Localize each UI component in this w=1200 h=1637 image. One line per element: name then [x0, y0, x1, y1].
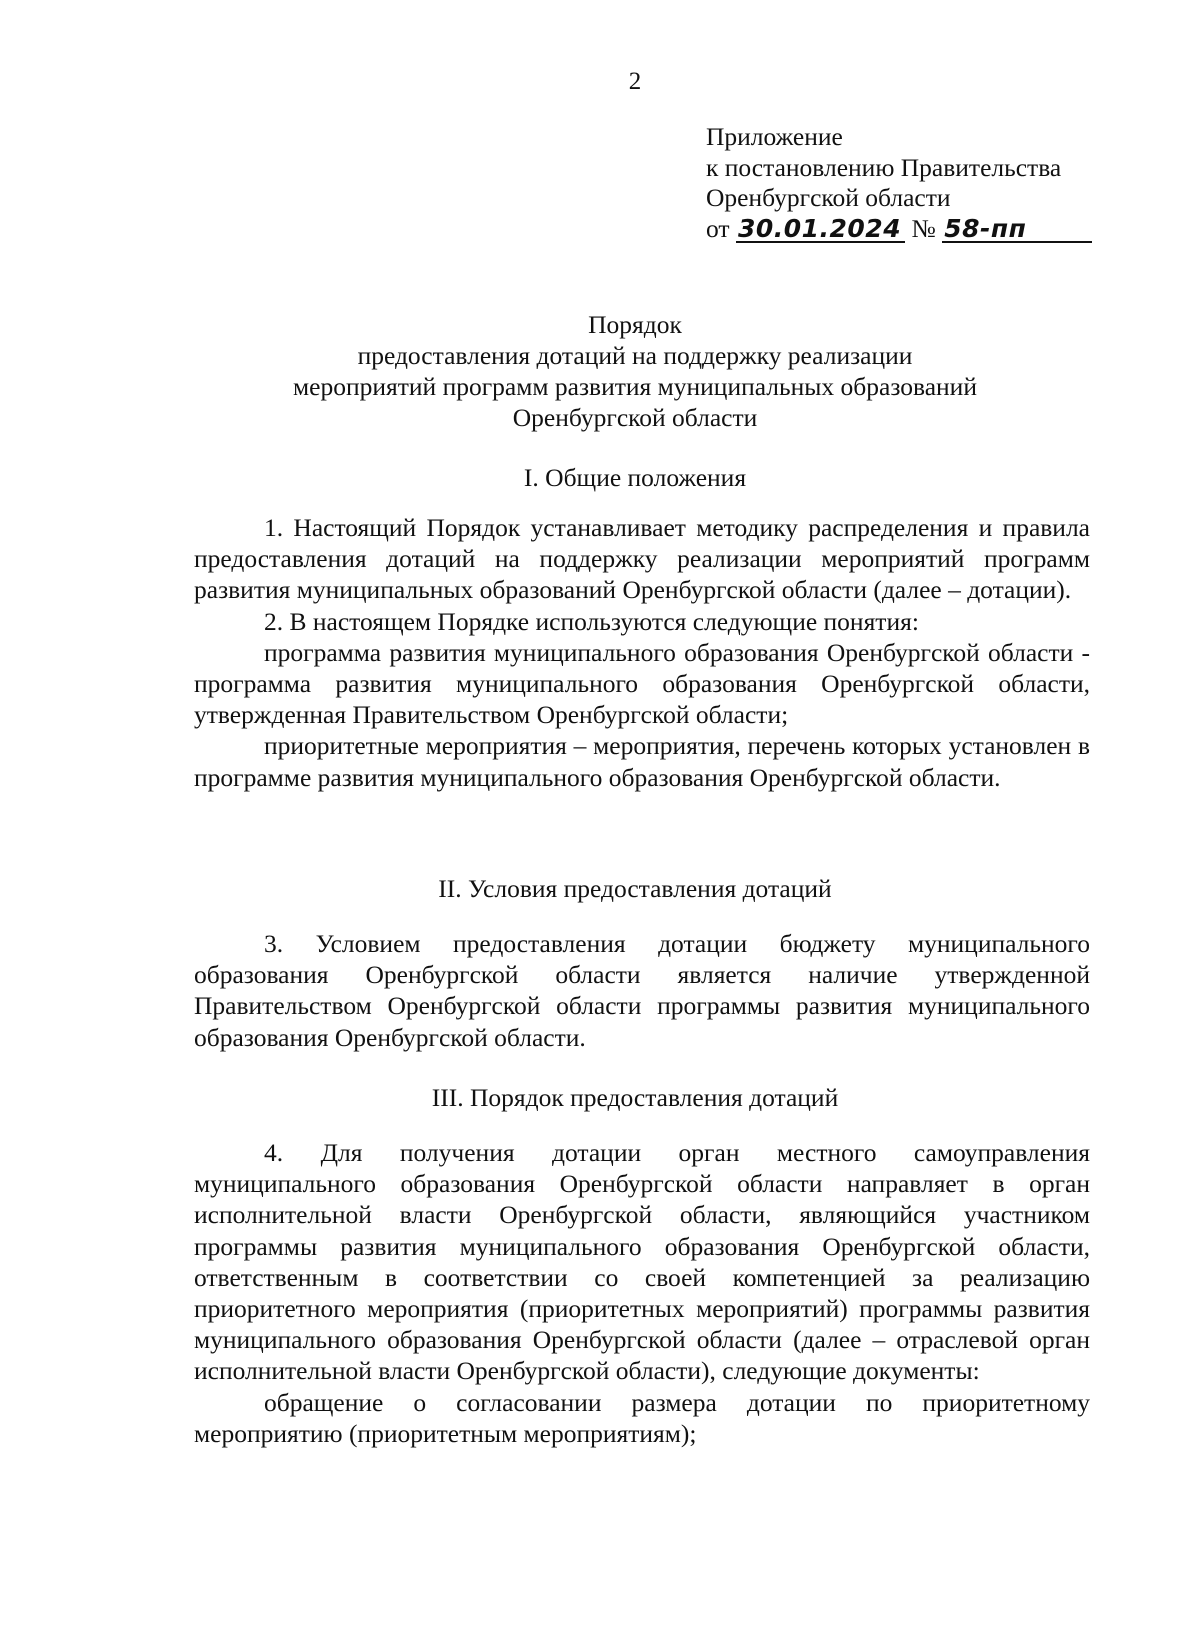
appendix-block — [706, 122, 1092, 244]
paragraph-1: 1. Настоящий Порядок устанавливает методику распределения и правила предоставления дотаций на поддержку реализации мероприятий программ развития муниципальных образований Оренбургской области (далее – дотации). — [194, 513, 1090, 605]
title-line-4: Оренбургской области — [512, 403, 758, 432]
section-2-heading: II. Условия предоставления дотаций — [438, 874, 832, 903]
paragraph-definition-1: программа развития муниципального образования Оренбургской области - программа развития муниципального образования Оренбургской области, утвержденная Правительством Оренбургской области; — [194, 637, 1090, 730]
document-title — [0, 309, 1200, 433]
title-line-3: мероприятий программ развития муниципальных образований — [293, 372, 977, 401]
title-line-2: предоставления дотаций на поддержку реализации — [357, 341, 913, 370]
paragraph-5: обращение о согласовании размера дотации по приоритетному мероприятию (приоритетным мероприятиям); — [194, 1387, 1090, 1448]
page-number: 2 — [628, 68, 642, 95]
appendix-line-3: Оренбургской области — [706, 183, 951, 212]
date-prefix: от — [706, 213, 730, 243]
appendix-line-1: Приложение — [706, 122, 843, 151]
paragraph-3: 3. Условием предоставления дотации бюджету муниципального образования Оренбургской области является наличие утвержденной Правительством Оренбургской области программы развития муниципального образования Оренбургской области. — [194, 929, 1090, 1052]
handwritten-number: 58-пп — [942, 217, 1092, 243]
section-3-heading: III. Порядок предоставления дотаций — [431, 1083, 839, 1112]
handwritten-date: 30.01.2024 — [736, 217, 905, 243]
paragraph-definition-2: приоритетные мероприятия – мероприятия, перечень которых установлен в программе развития муниципального образования Оренбургской области. — [194, 731, 1090, 792]
appendix-line-2: к постановлению Правительства — [706, 152, 1062, 182]
section-2-body — [194, 928, 1090, 1053]
section-1-body — [194, 512, 1090, 793]
paragraph-4: 4. Для получения дотации орган местного самоуправления муниципального образования Оренбургской области направляет в орган исполнительной власти Оренбургской области, являющийся участником программы развития муниципального образования Оренбургской области, ответственным в соответствии со своей компетенцией за реализацию приоритетного мероприятия (приоритетных мероприятий) программы развития муниципального образования Оренбургской области (далее – отраслевой орган исполнительной власти Оренбургской области), следующие документы: — [194, 1138, 1090, 1386]
number-sign: № — [911, 213, 936, 243]
title-line-1: Порядок — [588, 310, 682, 339]
section-1-heading: I. Общие положения — [523, 463, 747, 492]
section-3-body — [194, 1137, 1090, 1449]
appendix-date-line — [706, 214, 1092, 245]
paragraph-2: 2. В настоящем Порядке используются следующие понятия: — [264, 606, 919, 636]
